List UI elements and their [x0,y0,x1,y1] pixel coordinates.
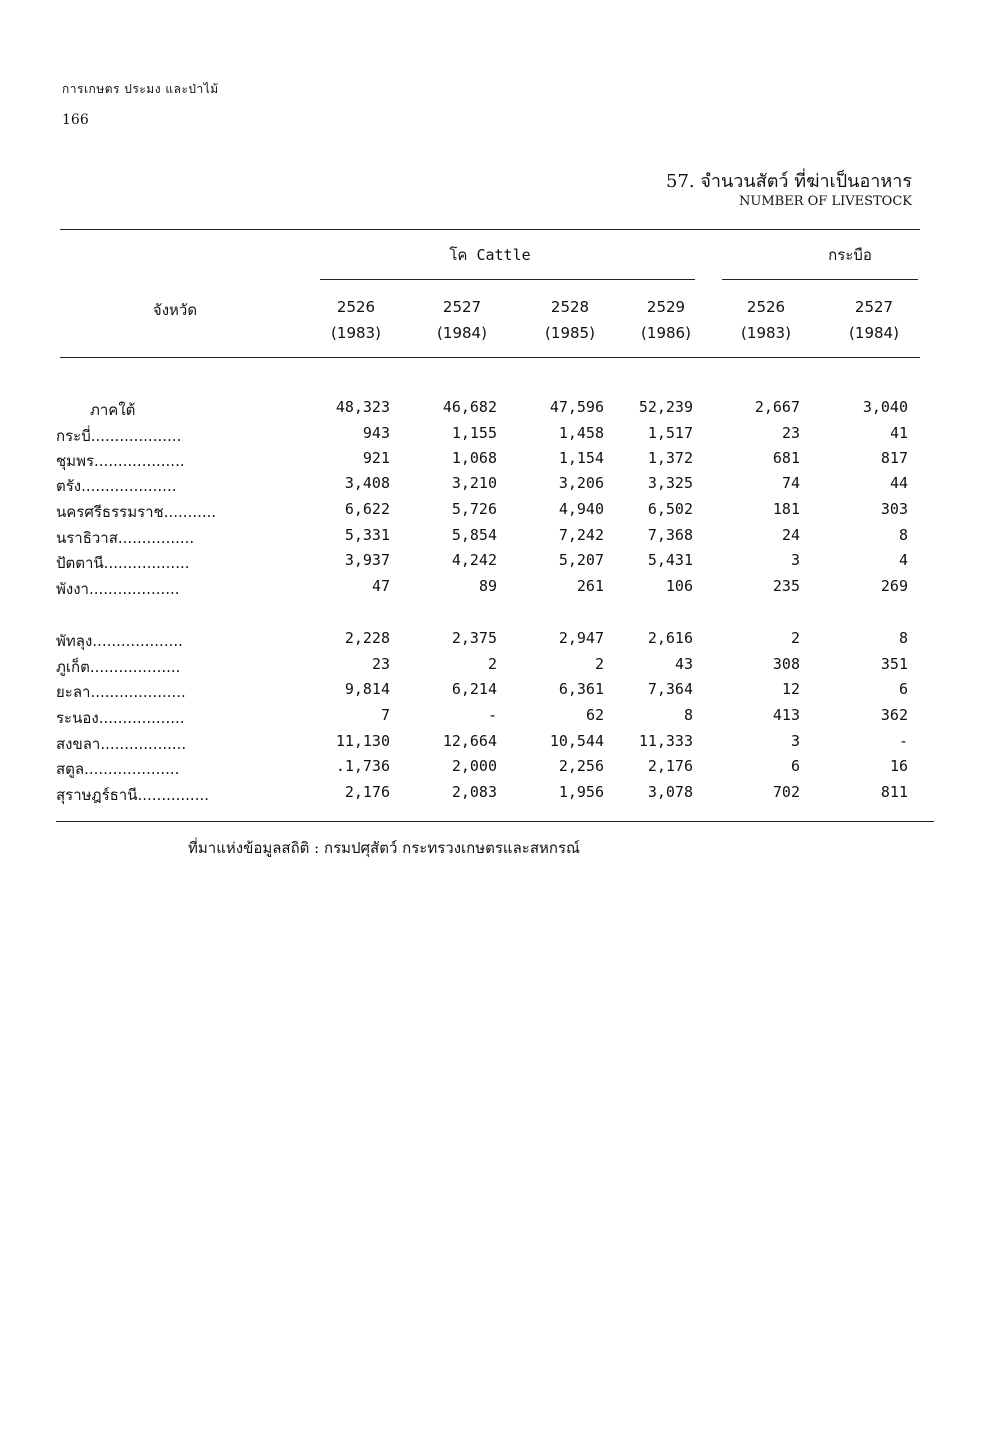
year-header [316,294,396,346]
top-rule [60,229,920,230]
table-cell: 47,596 [549,398,604,416]
table-cell: 1,372 [647,449,693,467]
table-cell: 1,458 [558,424,604,442]
table-cell: 106 [665,577,693,595]
table-title-english: NUMBER OF LIVESTOCK [739,194,912,209]
table-cell: 3,206 [558,474,604,492]
table-cell: 44 [889,474,908,492]
table-cell: - [487,706,497,724]
table-cell: 1,155 [451,424,497,442]
table-cell: 5,431 [647,551,693,569]
year-header [530,294,610,346]
table-cell: 2,176 [647,757,693,775]
table-cell: 3,210 [451,474,497,492]
table-cell: 1,956 [558,783,604,801]
table-cell: 5,726 [451,500,497,518]
province-name: นครศรีธรรมราช........... [56,503,217,521]
table-cell: 702 [772,783,800,801]
table-cell: 6 [898,680,908,698]
table-cell: 52,239 [638,398,693,416]
table-cell: 11,130 [335,732,390,750]
province-name: ยะลา.................... [56,683,186,701]
table-cell: 1,154 [558,449,604,467]
table-cell: 11,333 [638,732,693,750]
table-cell: 23 [371,655,390,673]
province-name: ตรัง.................... [56,477,177,495]
year-be: 2526 [746,298,786,316]
table-cell: 7,364 [647,680,693,698]
buffalo-group-rule [722,279,918,280]
table-cell: 2 [790,629,800,647]
table-row [0,655,990,679]
table-cell: 8 [898,629,908,647]
table-cell: 2 [487,655,497,673]
table-cell: 2,083 [451,783,497,801]
page-number: 166 [62,112,89,128]
table-cell: 2 [594,655,604,673]
table-cell: 413 [772,706,800,724]
table-cell: 7,368 [647,526,693,544]
table-cell: 12 [781,680,800,698]
table-cell: 943 [362,424,390,442]
table-cell: 6,361 [558,680,604,698]
year-ad: (1983) [331,324,381,342]
source-note: ที่มาแห่งข้อมูลสถิติ : กรมปศุสัตว์ กระทรวงเกษตรและสหกรณ์ [188,839,580,857]
table-cell: 16 [889,757,908,775]
table-cell: 47 [371,577,390,595]
table-cell: 921 [362,449,390,467]
table-row [0,526,990,550]
year-ad: (1986) [641,324,691,342]
table-cell: 43 [674,655,693,673]
table-row [0,551,990,575]
table-row [0,577,990,601]
table-cell: 351 [880,655,908,673]
table-cell: 308 [772,655,800,673]
table-cell: 3,325 [647,474,693,492]
table-row [0,424,990,448]
table-cell: 269 [880,577,908,595]
year-ad: (1983) [741,324,791,342]
table-cell: 62 [585,706,604,724]
table-title-thai: 57. จำนวนสัตว์ ที่ฆ่าเป็นอาหาร [666,171,912,192]
table-cell: 6,214 [451,680,497,698]
table-row [0,706,990,730]
table-cell: 3 [790,551,800,569]
table-cell: 3 [790,732,800,750]
year-header [422,294,502,346]
year-ad: (1985) [545,324,595,342]
table-cell: 4,242 [451,551,497,569]
province-name: สงขลา.................. [56,735,187,753]
table-cell: 2,228 [344,629,390,647]
table-cell: 261 [576,577,604,595]
buffalo-header: กระบือ [828,246,872,264]
province-name: ชุมพร................... [56,452,185,470]
table-cell: 7,242 [558,526,604,544]
table-cell: 6,622 [344,500,390,518]
table-cell: 817 [880,449,908,467]
table-row [0,680,990,704]
table-cell: 10,544 [549,732,604,750]
table-cell: 4,940 [558,500,604,518]
table-row [0,629,990,653]
table-cell: 3,078 [647,783,693,801]
table-cell: 46,682 [442,398,497,416]
table-cell: 2,256 [558,757,604,775]
table-cell: 41 [889,424,908,442]
table-cell: 235 [772,577,800,595]
table-cell: 181 [772,500,800,518]
table-row [0,783,990,807]
table-cell: 4 [898,551,908,569]
table-cell: 811 [880,783,908,801]
table-cell: 2,947 [558,629,604,647]
table-row [0,449,990,473]
province-name: พังงา................... [56,580,180,598]
running-header: การเกษตร ประมง และป่าไม้ [62,82,219,96]
table-row [0,732,990,756]
table-cell: 3,937 [344,551,390,569]
table-cell: 681 [772,449,800,467]
year-be: 2527 [442,298,482,316]
year-be: 2529 [646,298,686,316]
cattle-group-rule [320,279,695,280]
province-name: นราธิวาส................ [56,529,195,547]
table-cell: 2,616 [647,629,693,647]
year-be: 2527 [854,298,894,316]
table-row [0,398,990,422]
table-row [0,500,990,524]
table-cell: 2,176 [344,783,390,801]
table-cell: 6,502 [647,500,693,518]
year-ad: (1984) [437,324,487,342]
table-cell: 303 [880,500,908,518]
year-header [626,294,706,346]
table-cell: 74 [781,474,800,492]
province-name: ปัตตานี.................. [56,554,190,572]
year-header [834,294,914,346]
table-cell: 8 [898,526,908,544]
table-cell: 8 [683,706,693,724]
table-bottom-rule [56,821,934,822]
table-cell: 2,375 [451,629,497,647]
table-cell: 48,323 [335,398,390,416]
table-cell: - [898,732,908,750]
province-name: กระบี่................... [56,427,182,445]
province-name: ภูเก็ต................... [56,658,181,676]
table-cell: 12,664 [442,732,497,750]
table-cell: 3,408 [344,474,390,492]
province-name: พัทลุง................... [56,632,183,650]
province-name: สตูล.................... [56,760,180,778]
year-ad: (1984) [849,324,899,342]
header-bottom-rule [60,357,920,358]
table-cell: 362 [880,706,908,724]
table-cell: .1,736 [335,757,390,775]
table-row [0,757,990,781]
table-cell: 5,207 [558,551,604,569]
table-cell: 9,814 [344,680,390,698]
table-cell: 24 [781,526,800,544]
table-cell: 1,068 [451,449,497,467]
table-cell: 1,517 [647,424,693,442]
province-name: สุราษฎร์ธานี............... [56,786,210,804]
table-row [0,474,990,498]
table-cell: 2,000 [451,757,497,775]
province-name: ระนอง.................. [56,709,185,727]
table-cell: 5,331 [344,526,390,544]
table-cell: 5,854 [451,526,497,544]
year-be: 2528 [550,298,590,316]
table-cell: 89 [478,577,497,595]
table-cell: 3,040 [862,398,908,416]
table-cell: 7 [380,706,390,724]
year-be: 2526 [336,298,376,316]
region-name: ภาคใต้ [90,401,136,419]
year-header [726,294,806,346]
table-cell: 2,667 [754,398,800,416]
table-cell: 23 [781,424,800,442]
cattle-header: โค Cattle [449,246,531,264]
province-header: จังหวัด [152,301,198,319]
table-cell: 6 [790,757,800,775]
